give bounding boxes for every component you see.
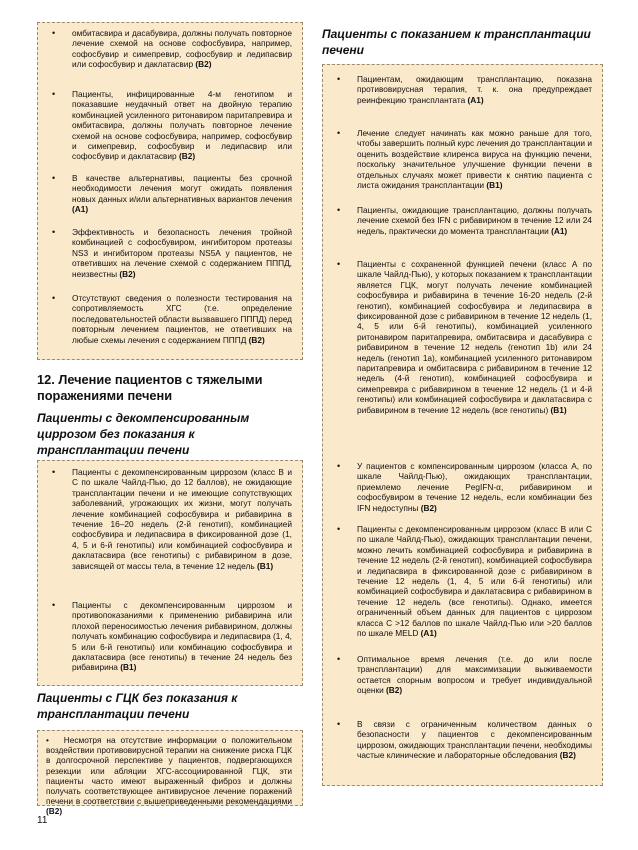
recommendation-box-continued bbox=[37, 22, 303, 360]
list-item: • Пациенты с декомпенсированным циррозом (класс B или C по шкале Чайлд-Пью), ожидающих трансплантации печени, можно лечить комбинацией софосбувира и рибавирина в течение 12 недель (2-й генотип), комбинацией софосбувира и ледипасвира в фиксированной дозе с рибавирином в течение 12 недель (1, 4, 5 или 6-й генотипы) или комбинацией софосбувира и даклатасвира с рибавирином в течение 12 недель (все генотипы). Однако, имеется ограниченный объем данных для пациентов с циррозом класса С >12 баллов по шкале Чайлд-Пью или >20 баллов по шкале MELD (A1) bbox=[337, 524, 592, 639]
list-item: • Пациенты, ожидающие трансплантацию, должны получать лечение схемой без IFN с рибавирином в течение 12 или 24 недель, практически до момента трансплантации (A1) bbox=[337, 205, 592, 236]
list-item: • Пациенты, инфицированные 4-м генотипом и показавшие неудачный ответ на двойную терапию комбинацией усиленного ритонавиром паритапревира и омбитасвира, должны получать повторное лечение схемой на основе софосбувира, например, софосбувир и симепревир, софосбувир и ледипасвир или софосбувир и даклатасвир (B2) bbox=[52, 89, 292, 162]
list-item: • Лечение следует начинать как можно раньше для того, чтобы завершить полный курс лечения до трансплантации и оценить воздействие клиренса вируса на функцию печени, поскольку значительное улучшение функции печени в отдельных случаях может привести к снятию пациента с листа ожидания трансплантации (B1) bbox=[337, 128, 592, 191]
list-item: • Пациенты с декомпенсированным циррозом (класс B и C по шкале Чайлд-Пью, до 12 баллов), не ожидающие трансплантации печени и не имеющие сопутствующих заболеваний, угрожающих их жизни, могут получать лечение комбинацией софосбувира и рибавирина в течение 16–20 недель (2-й генотип), комбинацией софосбувира и ледипасвира в фиксированной дозе (1, 4, 5 и 6-й генотипы) или комбинацией софосбувира и даклатасвира (все генотипы) с рибавирином в дозе, зависящей от массы тела, в течение 12 недель (B1) bbox=[52, 467, 292, 571]
list-item: • Пациентам, ожидающим трансплантацию, показана противовирусная терапия, т. к. она предупреждает реинфекцию трансплантата (A1) bbox=[337, 74, 592, 105]
page-number: 11 bbox=[37, 815, 48, 826]
list-item: • омбитасвира и дасабувира, должны получать повторное лечение схемой на основе софосбувира, например, софосбувир и симепревир, софосбувир и ледипасвир или софосбувир и даклатасвир (B2) bbox=[52, 28, 292, 70]
list-item: • Пациенты с сохраненной функцией печени (класс А по шкале Чайлд-Пью), у которых показанием к трансплантации является ГЦК, могут получать лечение комбинацией софосбувира и рибавирина в течение 16-20 недель (2-й генотип), комбинацией софосбувира и ледипасвира в фиксированной дозе с рибавирином в течение 12 недель (1, 4, 5 или 6-й генотипы), комбинацией усиленного ритонавиром паритапревира, омбитасвира и дасабувира с рибавирином в течение 12 недель (генотип 1b) или 24 недель (генотип 1a), комбинацией усиленного ритонавиром паритапревира и омбитасвира с рибавирином в течение 12 недель (4-й генотип), комбинацией софосбувира и симепревира с рибавирином в течение 12 недель (1 и 4-й генотипы) или комбинацией софосбувира и даклатасвира с рибавирином в течение 12 недель (все генотипы) (B1) bbox=[337, 259, 592, 415]
list-item: • Отсутствуют сведения о полезности тестирования на сопротивляемость ХГС (т.е. определение последовательностей области вызвавшего ПППД) перед повторным лечением пациентов, не ответивших на любые схемы лечения с содержанием ПППД (B2) bbox=[52, 293, 293, 345]
recommendation-box-hcc bbox=[37, 730, 303, 817]
list-item: • Эффективность и безопасность лечения тройной комбинацией с софосбувиром, ингибитором протеазы NS3 и ингибитором протеазы NS5A у пациентов, не ответивших на лечение схемой с содержанием ПППД, неизвестны (B2) bbox=[52, 227, 292, 279]
list-item: • Пациенты с декомпенсированным циррозом и противопоказаниями к применению рибавирина или плохой переносимостью лечения рибавирином, должны получать комбинацию софосбувира и ледипасвира (1, 4, 5 или 6-й генотипы) или комбинацию софосбувира и даклатасвира (все генотипы) в течение 24 недель без рибавирина (B1) bbox=[52, 600, 292, 673]
list-item: • В связи с ограниченным количеством данных о безопасности у пациентов с декомпенсированным циррозом, ожидающих трансплантации печени, необходимы частые клинические и лабораторные обследования (B2) bbox=[337, 719, 592, 761]
subsection-heading-decompensated: Пациенты с декомпенсированным циррозом без показания к трансплантации печени bbox=[37, 411, 250, 457]
recommendation-box-decompensated bbox=[37, 460, 303, 686]
section-heading-12: 12. Лечение пациентов с тяжелыми поражениями печени bbox=[37, 372, 263, 403]
list-item: • У пациентов с компенсированным циррозом (класса А, по шкале Чайлд-Пью), ожидающих трансплантации, приемлемо лечение PegIFN-α, рибавирином и софосбувиром в течение 12 недель, если комбинации без IFN недоступны (B2) bbox=[337, 461, 592, 513]
recommendation-box-transplant bbox=[322, 64, 603, 786]
column-heading-transplant: Пациенты с показанием к трансплантации печени bbox=[322, 27, 591, 57]
subsection-heading-hcc: Пациенты с ГЦК без показания к трансплантации печени bbox=[37, 691, 238, 721]
list-item: • В качестве альтернативы, пациенты без срочной необходимости лечения могут ожидать появления новых данных и/или альтернативных вариантов лечения (A1) bbox=[52, 173, 292, 215]
list-item: • Оптимальное время лечения (т.е. до или после трансплантации) для максимизации выживаемости остается спорным вопросом и требует индивидуальной оценки (B2) bbox=[337, 654, 592, 696]
recommendation-paragraph: • Несмотря на отсутствие информации о положительном воздействии противовирусной терапии на снижение риска ГЦК в долгосрочной перспективе у пациентов, подвергающихся резекции или абляции ХГС-ассоциированной ГЦК, эти пациенты часто имеют выраженный фиброз и должны получать соответствующее антивирусное лечение поражений печени в соответствии с вышеприведенными рекомендациями (B2) bbox=[46, 735, 292, 817]
